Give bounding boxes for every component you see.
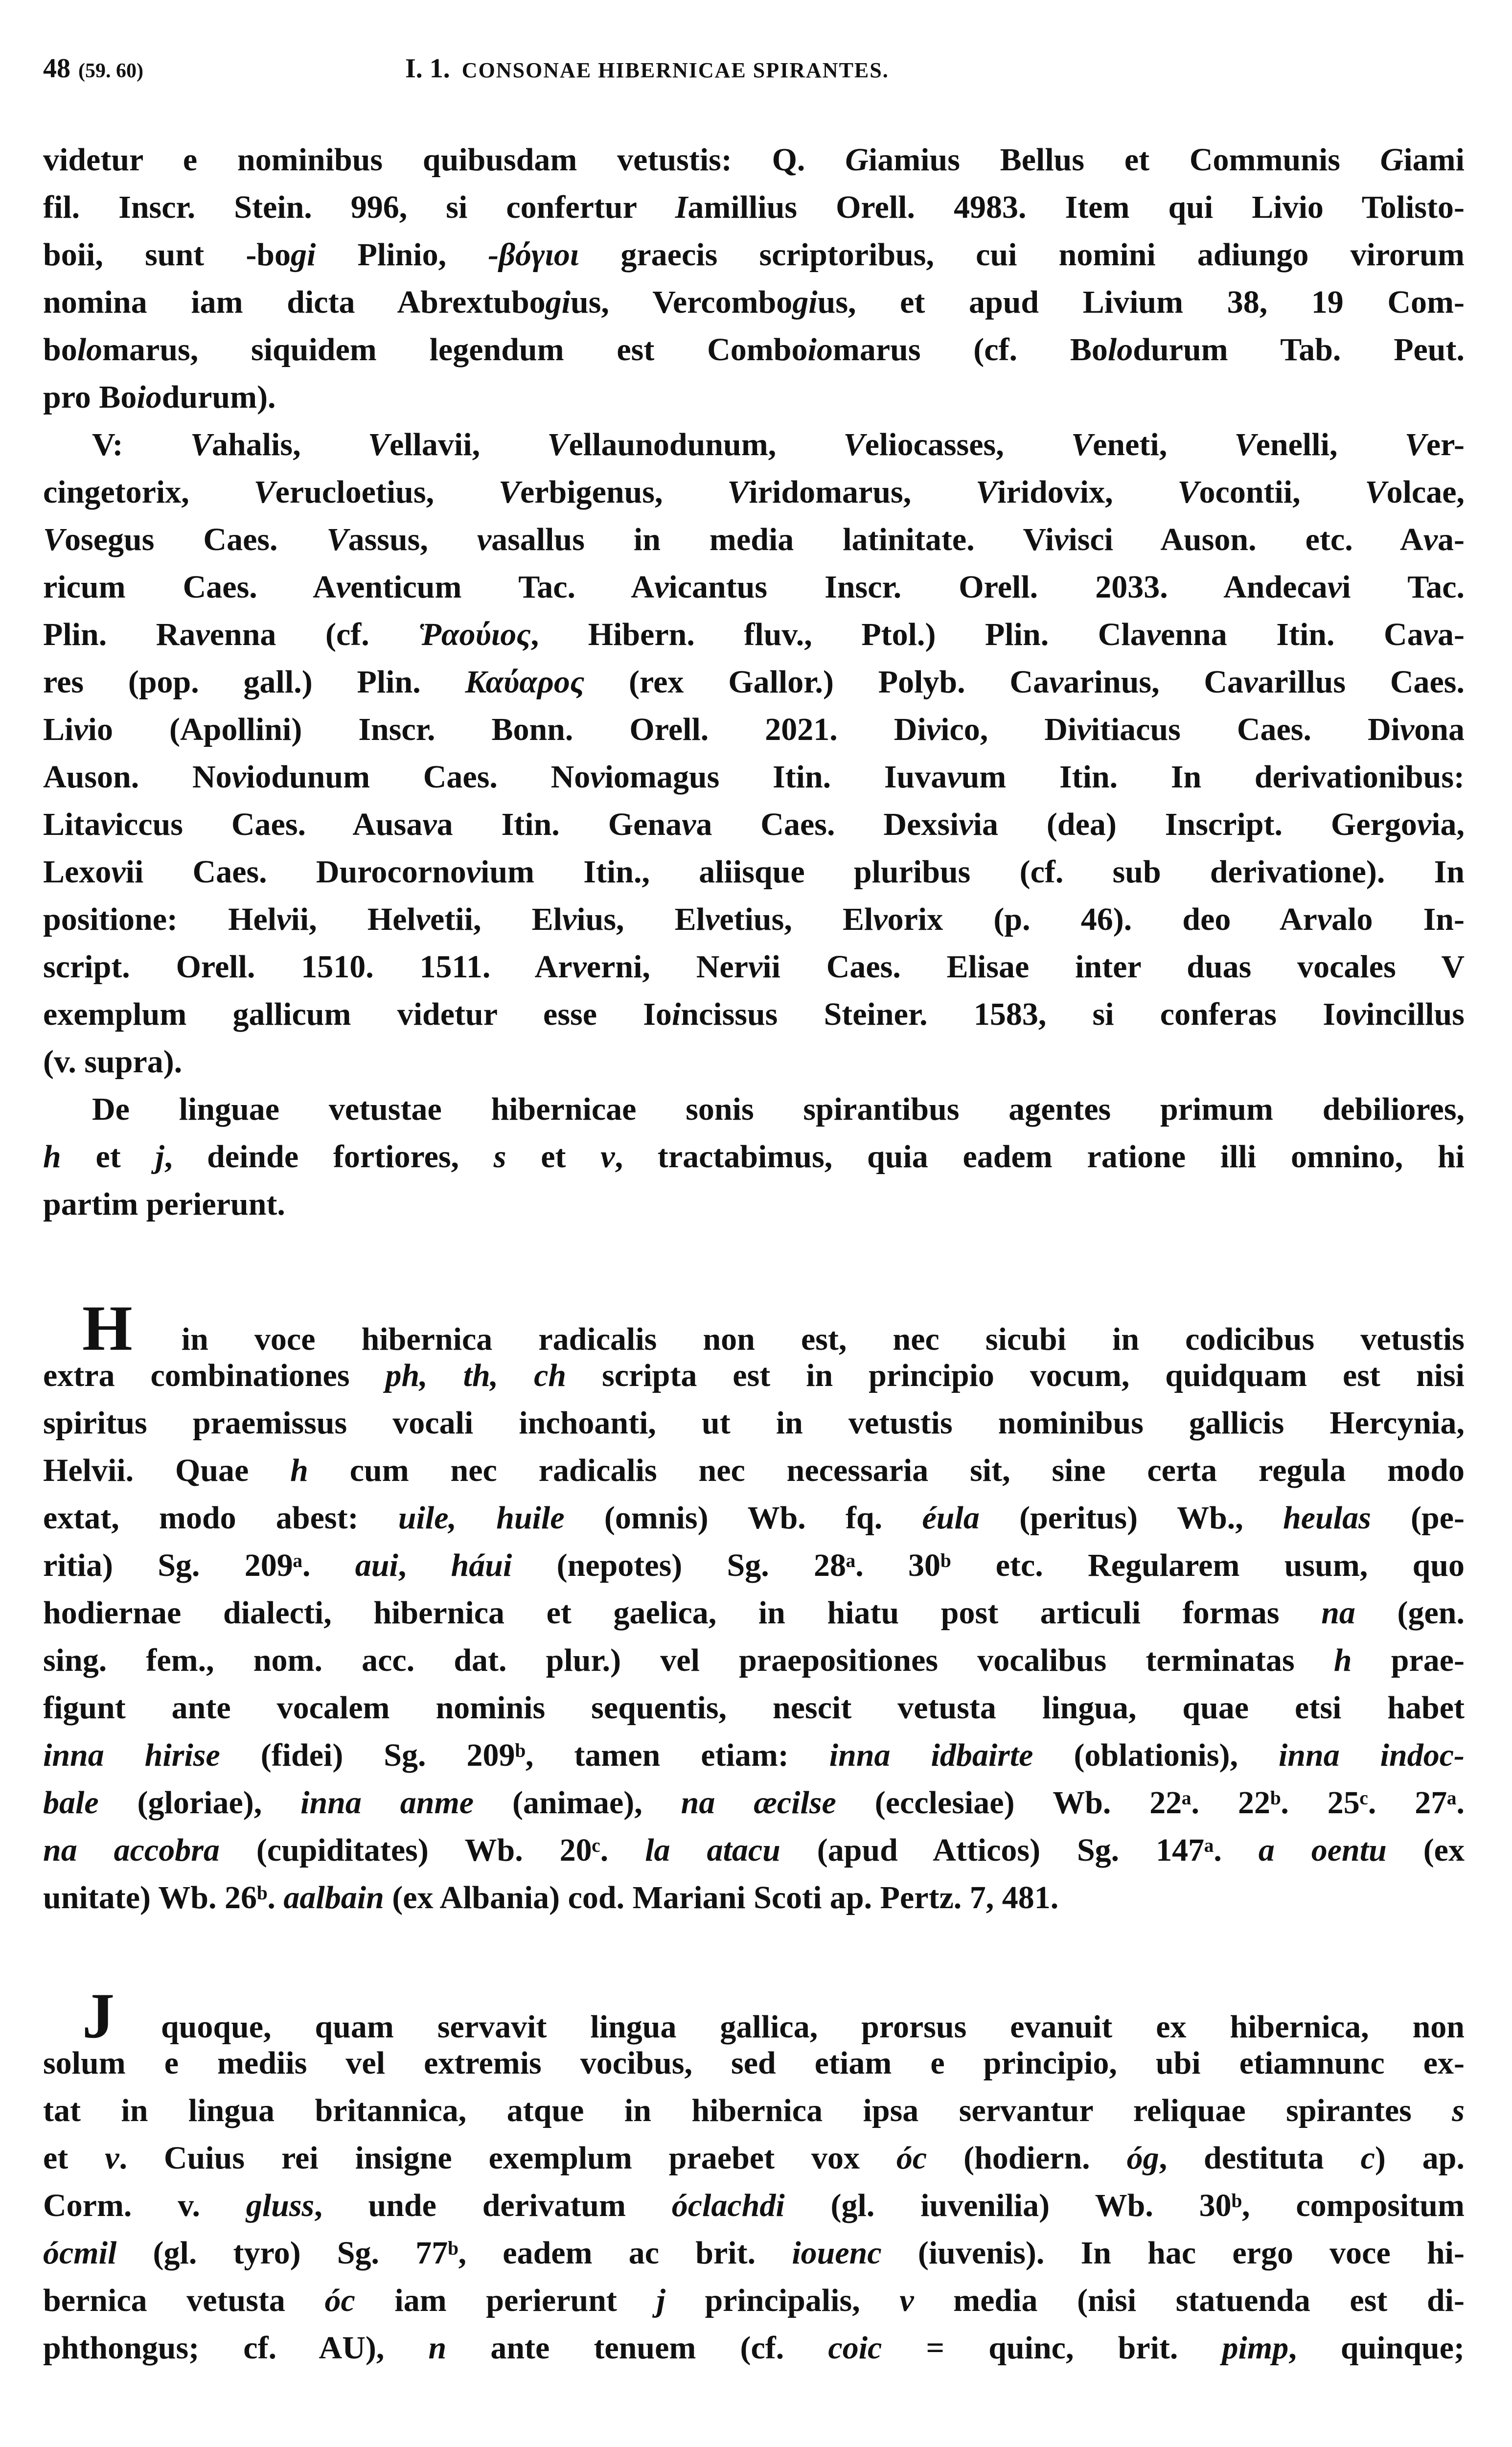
text-segment: = quinc, brit. [882, 2330, 1222, 2366]
text-segment: Corm. v. [43, 2188, 246, 2223]
text-segment: cingetorix, [43, 474, 254, 510]
text-segment: pro Bo [43, 379, 137, 415]
text-segment: scripta est in principio vocum, quidquam est nisi [566, 1358, 1465, 1393]
text-segment: us, et apud Livium 38, 19 Com- [817, 284, 1465, 320]
italic-text: I [675, 189, 688, 225]
italic-text: V [367, 427, 389, 462]
italic-text: na accobra [43, 1832, 220, 1868]
text-line [43, 943, 1465, 991]
text-line [43, 611, 1465, 658]
italic-text: inna idbairte [829, 1737, 1033, 1773]
italic-text: a oentu [1258, 1832, 1387, 1868]
italic-text: c [1360, 2140, 1375, 2176]
text-segment: et [506, 1139, 601, 1175]
text-line [43, 231, 1465, 278]
text-segment: (cupiditates) Wb. 20ᶜ. [219, 1832, 645, 1868]
text-segment: osegus Caes. [65, 522, 327, 557]
italic-text: lo [77, 332, 103, 368]
text-segment: ii Caes. Elisae inter duas vocales V [762, 949, 1465, 985]
italic-text: V [43, 522, 65, 557]
text-segment: ocontii, [1199, 474, 1365, 510]
text-line [43, 1399, 1465, 1447]
page-number: 48 [43, 53, 70, 84]
italic-text: io [137, 379, 162, 415]
text-segment: amillius Orell. 4983. Item qui Livio Tolisto- [687, 189, 1465, 225]
italic-text: Καύαρος [465, 664, 585, 700]
text-segment: sing. fem., nom. acc. dat. plur.) vel praepositiones vocalibus terminatas [43, 1642, 1334, 1678]
text-segment: er- [1426, 427, 1465, 462]
italic-text: gluss [246, 2188, 315, 2223]
italic-text: v [748, 949, 763, 985]
text-line [43, 1779, 1465, 1826]
text-segment: , deinde fortiores, [164, 1139, 494, 1175]
italic-text: lo [1107, 332, 1133, 368]
drop-cap: J [82, 1980, 115, 2052]
text-segment: et [61, 1139, 156, 1175]
text-segment: (ex [1386, 1832, 1465, 1868]
text-line [43, 2277, 1465, 2324]
italic-text: v [600, 1139, 615, 1175]
text-line [43, 1874, 1465, 1921]
italic-text: v [415, 901, 431, 937]
text-segment: ia (dea) Inscript. Gergo [973, 807, 1417, 842]
italic-text: v [682, 807, 696, 842]
text-segment: solum e mediis vel extremis vocibus, sed etiam e principio, ubi etiamnunc ex- [43, 2045, 1465, 2081]
text-line [43, 2087, 1465, 2134]
italic-text: v [1423, 522, 1438, 557]
text-segment: us, Vercombo [571, 284, 793, 320]
text-line [43, 136, 1465, 184]
text-line [43, 326, 1465, 373]
text-segment: ante tenuem (cf. [446, 2330, 828, 2366]
text-segment: (omnis) Wb. fq. [564, 1500, 922, 1536]
text-segment: . Cuius rei insigne exemplum praebet vox [119, 2140, 896, 2176]
text-segment: arillus Caes. [1258, 664, 1465, 700]
italic-text: V [1365, 474, 1387, 510]
text-line [43, 1589, 1465, 1637]
italic-text: v [926, 712, 941, 747]
text-segment: enticum Tac. A [350, 569, 655, 605]
italic-text: óc [896, 2140, 927, 2176]
text-segment: Lita [43, 807, 101, 842]
text-segment: ii Caes. Durocorno [125, 854, 466, 890]
italic-text: éula [922, 1500, 980, 1536]
text-segment: (ex Albania) cod. Mariani Scoti ap. Pertz. 7, 481. [384, 1880, 1059, 1916]
text-segment: incillus [1366, 996, 1465, 1032]
text-segment: videtur e nominibus quibusdam vetustis: Q. [43, 142, 846, 178]
italic-text: heulas [1283, 1500, 1371, 1536]
text-segment: durum Tab. Peut. [1133, 332, 1465, 368]
text-segment: (gloriae), [98, 1785, 301, 1821]
text-segment: hodiernae dialecti, hibernica et gaelica, in hiatu post articuli formas [43, 1595, 1322, 1631]
italic-text: v [466, 854, 481, 890]
text-line [43, 1447, 1465, 1494]
text-segment: etii, El [430, 901, 562, 937]
italic-text: n [428, 2330, 447, 2366]
italic-text: V [498, 474, 520, 510]
text-segment: ium Itin., aliisque pluribus (cf. sub derivatione). In [481, 854, 1465, 890]
text-segment: extat, modo abest: [43, 1500, 398, 1536]
text-line [43, 2039, 1465, 2087]
text-line [43, 1494, 1465, 1542]
italic-text: V [253, 474, 275, 510]
text-segment: res (pop. gall.) Plin. [43, 664, 465, 700]
text-segment: cum nec radicalis nec necessaria sit, sine certa regula modo [308, 1453, 1465, 1488]
italic-text: v [654, 569, 669, 605]
text-segment: enna (cf. [209, 617, 419, 652]
text-line [43, 991, 1465, 1038]
text-segment: Lexo [43, 854, 112, 890]
text-segment: fil. Inscr. Stein. 996, si confertur [43, 189, 675, 225]
text-segment: unitate) Wb. 26ᵇ. [43, 1880, 284, 1916]
italic-text: V [547, 427, 569, 462]
text-segment: bernica vetusta [43, 2283, 325, 2318]
text-line [43, 1180, 1465, 1228]
text-line [43, 658, 1465, 706]
italic-text: h [290, 1453, 308, 1488]
text-segment: ona [1414, 712, 1465, 747]
text-segment: (nepotes) Sg. 28ᵃ. 30ᵇ etc. Regularem usum, quo [512, 1547, 1465, 1583]
text-segment: , unde derivatum [314, 2188, 672, 2223]
italic-text: ph, th, ch [385, 1358, 567, 1393]
text-segment: icantus Inscr. Orell. 2033. Andeca [668, 569, 1328, 605]
italic-text: v [572, 949, 587, 985]
text-segment: iam perierunt [355, 2283, 657, 2318]
text-segment: etius, El [719, 901, 873, 937]
text-segment: i Tac. [1342, 569, 1465, 605]
text-segment: iodunum Caes. No [246, 759, 591, 795]
text-segment: eneti, [1093, 427, 1235, 462]
text-segment: Plinio, [316, 237, 488, 273]
text-segment: Auson. No [43, 759, 232, 795]
italic-text: óclachdi [671, 2188, 785, 2223]
text-segment: alo In- [1331, 901, 1465, 937]
text-line [43, 1731, 1465, 1779]
text-segment: a- [1438, 617, 1465, 652]
italic-text: V [727, 474, 749, 510]
text-line [43, 2324, 1465, 2372]
running-header [43, 49, 1465, 88]
section-title: CONSONAE HIBERNICAE SPIRANTES. [461, 58, 889, 82]
text-segment: iami [1403, 142, 1465, 178]
italic-text: v [477, 522, 492, 557]
italic-text: bale [43, 1785, 99, 1821]
text-segment: principalis, [665, 2283, 900, 2318]
italic-text: v [873, 901, 888, 937]
text-segment: figunt ante vocalem nominis sequentis, nescit vetusta lingua, quae etsi habet [43, 1690, 1465, 1726]
text-segment: arinus, Ca [1063, 664, 1244, 700]
italic-text: Ῥαούιος [418, 617, 531, 652]
italic-text: óc [324, 2283, 355, 2318]
italic-text: v [1077, 712, 1091, 747]
text-segment: prae- [1352, 1642, 1465, 1678]
text-line [43, 706, 1465, 753]
italic-text: na æcilse [681, 1785, 836, 1821]
text-segment: spiritus praemissus vocali inchoanti, ut in vetustis nominibus gallicis Hercynia, [43, 1405, 1465, 1441]
text-line [43, 563, 1465, 611]
text-segment: , quinque; [1288, 2330, 1465, 2366]
text-segment: ncissus Steiner. 1583, si conferas Io [681, 996, 1352, 1032]
text-segment: itiacus Caes. Di [1091, 712, 1400, 747]
italic-text: V [843, 427, 865, 462]
text-line [43, 421, 1465, 468]
text-segment: erni, Ner [586, 949, 748, 985]
text-segment: (pe- [1371, 1500, 1465, 1536]
text-line [43, 1684, 1465, 1731]
text-segment: (iuvenis). In hac ergo voce hi- [881, 2235, 1465, 2271]
text-line [43, 516, 1465, 563]
text-segment: iomagus Itin. Iuva [604, 759, 947, 795]
italic-text: v [899, 2283, 914, 2318]
text-segment: in voce hibernica radicalis non est, nec sicubi in codicibus vetustis [135, 1321, 1465, 1357]
text-line [43, 184, 1465, 231]
text-segment: script. Orell. 1510. 1511. Ar [43, 949, 573, 985]
text-segment: (ecclesiae) Wb. 22ᵃ. 22ᵇ. 25ᶜ. 27ᵃ. [836, 1785, 1465, 1821]
italic-text: coic [828, 2330, 882, 2366]
italic-text: pimp [1222, 2330, 1289, 2366]
text-segment: a- [1438, 522, 1465, 557]
italic-text: v [111, 854, 126, 890]
text-segment: (rex Gallor.) Polyb. Ca [584, 664, 1050, 700]
italic-text: v [1317, 901, 1332, 937]
text-segment: ) ap. [1375, 2140, 1465, 2176]
text-segment: (v. supra). [43, 1044, 183, 1080]
italic-text: v [1351, 996, 1366, 1032]
italic-text: v [1054, 522, 1069, 557]
italic-text: aalbain [283, 1880, 384, 1916]
italic-text: inna indoc- [1278, 1737, 1465, 1773]
text-segment: iridovix, [997, 474, 1178, 510]
text-line [43, 1292, 1465, 1364]
text-segment: , tractabimus, quia eadem ratione illi omnino, hi [615, 1139, 1465, 1175]
text-line [43, 2182, 1465, 2229]
text-segment: extra combinationes [43, 1358, 386, 1393]
italic-text: v [1327, 569, 1342, 605]
text-segment: marus (cf. Bo [832, 332, 1108, 368]
italic-text: gi [291, 237, 316, 273]
italic-text: G [1380, 142, 1404, 178]
text-segment: positione: Hel [43, 901, 277, 937]
text-segment: quoque, quam servavit lingua gallica, prorsus evanuit ex hibernica, non [117, 2009, 1465, 2045]
italic-text: V [1234, 427, 1256, 462]
text-segment: marus, siquidem legendum est Combo [102, 332, 808, 368]
text-segment: phthongus; cf. AU), [43, 2330, 429, 2366]
italic-text: gi [545, 284, 571, 320]
text-line [43, 1133, 1465, 1180]
text-segment: a Itin. Gena [436, 807, 682, 842]
text-segment: (gl. iuvenilia) Wb. 30ᵇ, compositum [784, 2188, 1465, 2223]
italic-text: na [1321, 1595, 1355, 1631]
text-line [43, 848, 1465, 896]
italic-text: V [1071, 427, 1093, 462]
italic-text: ócmil [43, 2235, 117, 2271]
text-segment: et [43, 2140, 105, 2176]
text-segment: ritia) Sg. 209ᵃ. [43, 1547, 355, 1583]
italic-text: v [947, 759, 962, 795]
italic-text: j [656, 2283, 665, 2318]
original-page-numbers: (59. 60) [78, 60, 143, 82]
italic-text: h [1333, 1642, 1352, 1678]
text-segment: ia, [1431, 807, 1465, 842]
text-segment: ellaunodunum, [569, 427, 844, 462]
italic-text: v [100, 807, 115, 842]
text-segment: Helvii. Quae [43, 1453, 291, 1488]
text-segment: iridomarus, [749, 474, 976, 510]
text-segment: io (Apollini) Inscr. Bonn. Orell. 2021. Di [88, 712, 926, 747]
italic-text: v [1243, 664, 1258, 700]
text-line [43, 1085, 1465, 1133]
text-segment: durum). [161, 379, 276, 415]
italic-text: s [1452, 2093, 1465, 2128]
italic-text: inna anme [300, 1785, 474, 1821]
text-segment: ico, Di [940, 712, 1077, 747]
text-segment: Plin. Ra [43, 617, 196, 652]
text-segment: partim perierunt. [43, 1186, 285, 1222]
italic-text: iouenc [792, 2235, 882, 2271]
text-segment: (animae), [474, 1785, 681, 1821]
text-segment: Li [43, 712, 74, 747]
italic-text: i [671, 996, 681, 1032]
text-segment: a Caes. Dexsi [696, 807, 959, 842]
text-segment: iccus Caes. Ausa [115, 807, 423, 842]
text-segment: orix (p. 46). deo Ar [887, 901, 1317, 937]
italic-text: v [1399, 712, 1415, 747]
drop-cap: H [82, 1292, 133, 1364]
italic-text: aui [355, 1547, 398, 1583]
text-segment: ii, Hel [291, 901, 416, 937]
text-segment: , destituta [1159, 2140, 1361, 2176]
text-line [43, 1637, 1465, 1684]
italic-text: v [195, 617, 210, 652]
text-segment: erbigenus, [520, 474, 728, 510]
italic-text: óg [1126, 2140, 1159, 2176]
italic-text: h [43, 1139, 61, 1175]
text-segment: tat in lingua britannica, atque in hibernica ipsa servantur reliquae spirantes [43, 2093, 1452, 2128]
italic-text: V [326, 522, 348, 557]
italic-text: v [1049, 664, 1064, 700]
italic-text: v [73, 712, 88, 747]
italic-text: v [1417, 807, 1432, 842]
text-line [43, 753, 1465, 801]
text-segment: erucloetius, [275, 474, 499, 510]
text-line [43, 373, 1465, 421]
text-line [43, 1980, 1465, 2052]
text-segment: bo [43, 332, 77, 368]
text-line [43, 1352, 1465, 1399]
italic-text: j [155, 1139, 164, 1175]
text-segment: (gen. [1355, 1595, 1465, 1631]
italic-text: v [562, 901, 577, 937]
text-segment: ricum Caes. A [43, 569, 336, 605]
section-heading [405, 49, 889, 90]
text-segment: ahalis, [212, 427, 368, 462]
italic-text: V [1177, 474, 1199, 510]
text-segment: exemplum gallicum videtur esse Io [43, 996, 672, 1032]
text-line [43, 1826, 1465, 1874]
italic-text: gi [792, 284, 818, 320]
text-segment: nomina iam dicta Abrextubo [43, 284, 546, 320]
text-segment: isci Auson. etc. A [1068, 522, 1423, 557]
text-segment: enelli, [1256, 427, 1405, 462]
italic-text: v [705, 901, 720, 937]
text-segment: (hodiern. [927, 2140, 1127, 2176]
text-line [43, 1038, 1465, 1085]
text-line [43, 1542, 1465, 1589]
text-segment: V: [92, 427, 190, 462]
text-segment: De linguae vetustae hibernicae sonis spirantibus agentes primum debiliores, [92, 1091, 1465, 1127]
text-segment: boii, sunt -bo [43, 237, 291, 273]
text-segment: asallus in media latinitate. Vi [491, 522, 1054, 557]
italic-text: v [1423, 617, 1438, 652]
text-line [43, 278, 1465, 326]
italic-text: io [807, 332, 833, 368]
italic-text: v [590, 759, 605, 795]
text-segment: , Hibern. fluv., Ptol.) Plin. Cla [530, 617, 1146, 652]
text-segment: (oblationis), [1033, 1737, 1279, 1773]
text-segment: (fidei) Sg. 209ᵇ, tamen etiam: [220, 1737, 829, 1773]
text-segment: , [398, 1547, 451, 1583]
text-line [43, 468, 1465, 516]
text-segment: graecis scriptoribus, cui nomini adiungo virorum [579, 237, 1465, 273]
text-segment: iamius Bellus et Communis [868, 142, 1380, 178]
text-segment: um Itin. In derivationibus: [961, 759, 1465, 795]
text-segment: ellavii, [389, 427, 548, 462]
text-segment: ius, El [576, 901, 706, 937]
italic-text: v [231, 759, 246, 795]
italic-text: v [959, 807, 973, 842]
text-segment: eliocasses, [865, 427, 1072, 462]
italic-text: -βόγιοι [488, 237, 579, 273]
italic-text: v [105, 2140, 119, 2176]
text-segment: (gl. tyro) Sg. 77ᵇ, eadem ac brit. [116, 2235, 792, 2271]
text-segment: media (nisi statuenda est di- [914, 2283, 1465, 2318]
text-line [43, 801, 1465, 848]
italic-text: v [336, 569, 351, 605]
italic-text: inna hirise [43, 1737, 220, 1773]
italic-text: V [976, 474, 998, 510]
section-number: I. 1. [405, 53, 450, 84]
italic-text: s [493, 1139, 506, 1175]
italic-text: la atacu [645, 1832, 780, 1868]
italic-text: háui [451, 1547, 512, 1583]
italic-text: v [276, 901, 291, 937]
text-segment: olcae, [1386, 474, 1465, 510]
text-line [43, 2229, 1465, 2277]
italic-text: v [422, 807, 437, 842]
italic-text: uile, huile [398, 1500, 565, 1536]
text-segment: assus, [348, 522, 477, 557]
italic-text: V [190, 427, 212, 462]
text-segment: enna Itin. Ca [1161, 617, 1423, 652]
italic-text: V [1404, 427, 1426, 462]
text-segment: (apud Atticos) Sg. 147ᵃ. [780, 1832, 1259, 1868]
text-segment: (peritus) Wb., [979, 1500, 1283, 1536]
italic-text: v [1146, 617, 1161, 652]
text-line [43, 2134, 1465, 2182]
italic-text: G [845, 142, 869, 178]
page-number-group [43, 49, 143, 91]
text-line [43, 896, 1465, 943]
